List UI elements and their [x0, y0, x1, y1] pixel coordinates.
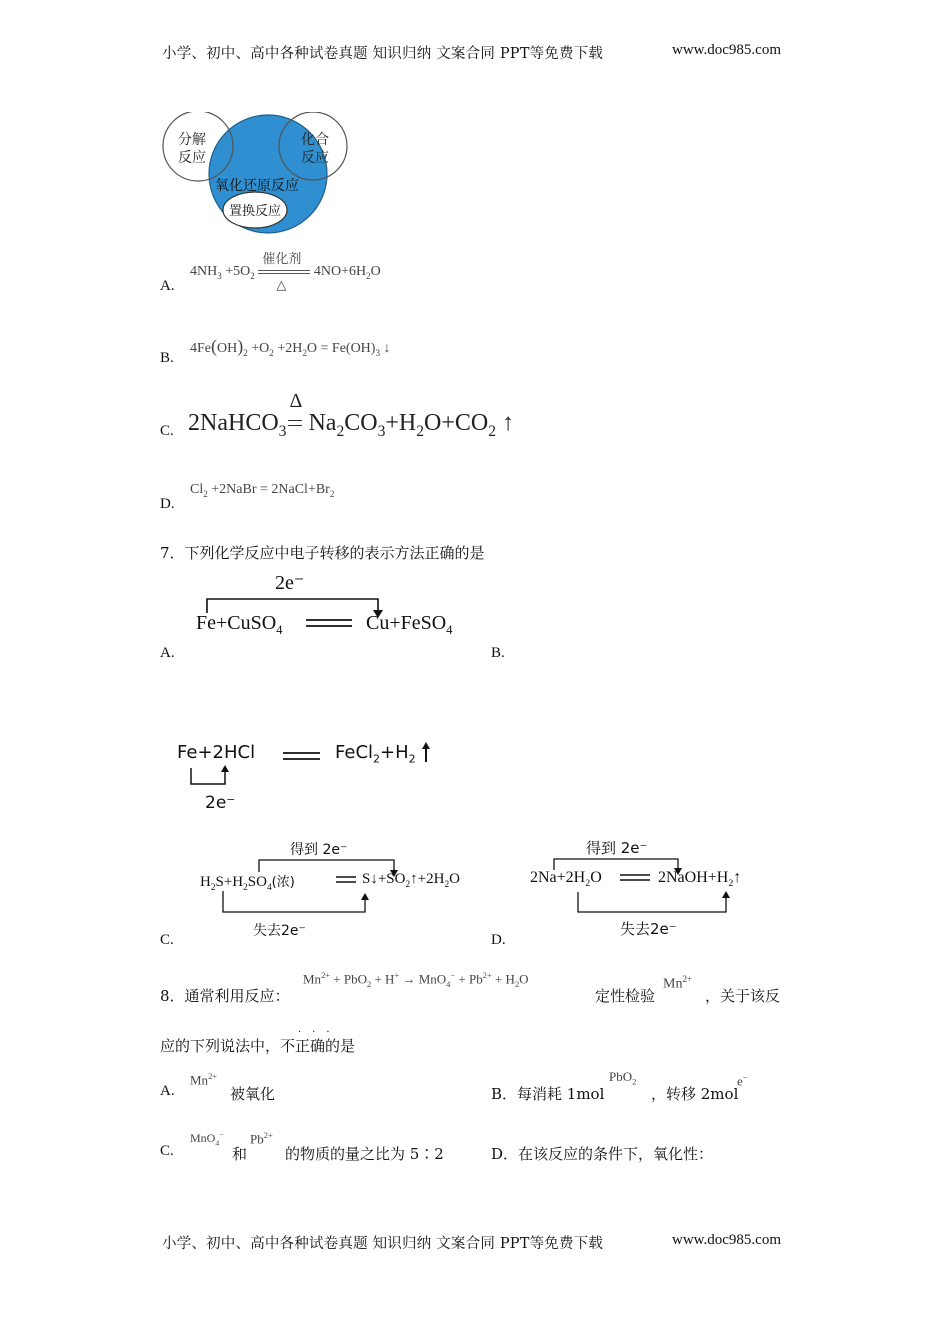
- q8-b-text: ，转移 2mol: [651, 1085, 739, 1103]
- venn-decomp-1: 分解: [178, 132, 206, 148]
- q7-d-lose: 失去2e⁻: [620, 920, 677, 938]
- q8-a-text: 被氧化: [230, 1085, 276, 1103]
- q7-c-gain: 得到 2e⁻: [290, 842, 348, 858]
- q8-tail: ，关于该反: [705, 987, 781, 1005]
- equation-a: $4NH_3 +5O_2$ 催化剂 △ $4NO+6H_2O$: [190, 251, 381, 292]
- venn-displacement: 置换反应: [228, 204, 282, 219]
- footer-url[interactable]: www.doc985.com: [672, 1232, 782, 1248]
- q7-a-diagram: 2e⁻ Fe+CuSO$_4$ Cu+FeSO$_4$: [196, 572, 453, 637]
- option-a-label[interactable]: A.: [160, 278, 175, 294]
- header-url[interactable]: www.doc985.com: [672, 42, 782, 58]
- footer-text: 小学、初中、高中各种试卷真题 知识归纳 文案合同 PPT等免费下载: [162, 1236, 604, 1252]
- venn-comb-2: 反应: [301, 150, 329, 166]
- q7-b-diagram: Fe+2HCl $FeCl_2+H_2$ 2e⁻: [175, 740, 455, 820]
- q7-a-label[interactable]: A.: [160, 645, 175, 661]
- q7-a-transfer: 2e⁻: [275, 572, 305, 594]
- option-b-label[interactable]: B.: [160, 350, 174, 366]
- q7-stem: 7．下列化学反应中电子转移的表示方法正确的是: [160, 544, 485, 562]
- q8-mid: 定性检验: [595, 987, 656, 1005]
- q7-b-transfer: 2e⁻: [205, 793, 236, 813]
- q7-d-label[interactable]: D.: [491, 932, 506, 948]
- venn-comb-1: 化合: [301, 132, 329, 148]
- venn-redox: 氧化还原反应: [215, 178, 299, 194]
- venn-decomp-2: 反应: [178, 150, 206, 166]
- option-c-label[interactable]: C.: [160, 423, 174, 439]
- q8-b-label[interactable]: B．每消耗 1mol: [491, 1085, 605, 1103]
- equation-d: $Cl_2$ +2NaBr = $2NaCl+Br_2$: [190, 482, 335, 499]
- q7-d-gain: 得到 2e⁻: [586, 839, 648, 857]
- header-text: 小学、初中、高中各种试卷真题 知识归纳 文案合同 PPT等免费下载: [162, 46, 604, 62]
- q7-d-diagram: 得到 2e⁻ $2Na+2H_2O$ $2NaOH+H_2↑$ 失去2e⁻: [530, 839, 742, 938]
- q8-reaction: $Mn^{2+} + PbO_2 + H^+ \to MnO_4^- + Pb^{2+} + H_2O$: [303, 970, 529, 989]
- q8-d-text[interactable]: D．在该反应的条件下，氧化性：: [491, 1145, 714, 1163]
- q8-c-and: 和: [232, 1145, 248, 1163]
- q7-c-lose: 失去2e⁻: [253, 923, 306, 939]
- equation-c: 2NaHCO$_3$ Δ $Na_2CO_3+H_2O+CO_2$ ↑: [188, 390, 515, 440]
- q7-c-diagram: 得到 2e⁻ $H_2S+H_2SO_4$(浓) $S↓+SO_2↑+2H_2O$ 失去2e⁻: [195, 836, 485, 941]
- equation-b: $4Fe(OH)_2 +O_2 +2H_2O = Fe(OH)_3$ ↓: [190, 336, 391, 358]
- q7-c-label[interactable]: C.: [160, 932, 174, 948]
- q8-num: 8．通常利用反应：: [160, 987, 290, 1005]
- q8-emphasis: 不正确: [280, 1037, 326, 1055]
- q8-c-label[interactable]: C.: [160, 1143, 174, 1159]
- q7-b-label[interactable]: B.: [491, 645, 505, 661]
- q8-c-text: 的物质的量之比为 5∶2: [285, 1145, 444, 1163]
- q8-line2: 应的下列说法中，不正确的是: [160, 1037, 356, 1055]
- venn-diagram: [160, 112, 350, 237]
- option-d-label[interactable]: D.: [160, 496, 175, 512]
- q8-a-label[interactable]: A.: [160, 1083, 175, 1099]
